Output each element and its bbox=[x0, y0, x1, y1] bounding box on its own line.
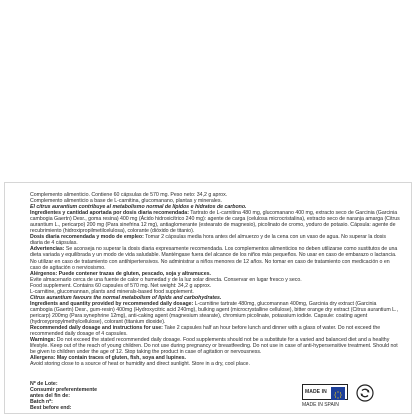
label-line bbox=[30, 325, 400, 337]
label-line: Evite almacenarlo cerca de una fuente de calor o humedad y de la luz solar directa. Conservar en lugar fresco y seco. bbox=[30, 276, 302, 283]
best-before-es-line2: antes del fin de: bbox=[30, 393, 70, 400]
label-line-body: Tomar 2 cápsulas media hora antes del almuerzo y de la cena con un vaso de agua. No superar la dosis diaria de 4 cápsulas. bbox=[30, 234, 386, 247]
label-line-heading: Warnings: bbox=[30, 337, 56, 344]
label-line: Complemento alimenticio a base de L-carnitina, glucomanano, plantas y minerales. bbox=[30, 198, 222, 205]
label-line: El citrus aurantium contribuye al metabolismo normal de lípidos e hidratos de carbono. bbox=[30, 204, 247, 211]
label-line-body: Do not exceed the stated recommended daily dosage. Food supplements should not be a substitute for a varied and balanced diet and a healthy lifestyle. Keep out of the reach of young children. Do not use during pregnancy or breastfeeding. Do not use in case of anti-hypersensitive treatment. Should not be given to children under the age of 12. Stop taking the product in case of agitation or nervousness. bbox=[30, 337, 398, 356]
best-before-en-field: Best before end: bbox=[30, 405, 72, 412]
label-line: Allergens: May contain traces of gluten, fish, soya and lupines. bbox=[30, 355, 186, 362]
label-line-heading: Dosis diaria recomendada y modo de empleo: bbox=[30, 234, 144, 241]
label-line-body: L-carnitine tartrate 480mg, glucomannan 400mg, Garcinia dry extract (Garcinia cambogia (Gaertn) Desr., gum-resin) 400mg (Hydroxycitric acid 240mg), bulking agent (microcrystalline cellulose), bitter orange dry extract (Citrus aurantium L., pericarp) 200mg (Para synephrine 12mg), anti-caking agent (magnesium stearate), chromium picolinate, potassium iodide. Capsule: coating agent (hydroxypropylmethylcellulose), colorant (titanium dioxide). bbox=[30, 300, 398, 325]
label-line: Citrus aurantium favours the normal metabolism of lipids and carbohydrates. bbox=[30, 294, 222, 301]
batch-number-field: Batch nº: bbox=[30, 399, 53, 406]
label-line-body: Se aconseja no superar la dosis diaria expresamente recomendada. Los complementos alimenticios no deben utilizarse como sustitutos de una dieta variada y equilibrada y un modo de vida saludable. Manténgase fuera del alcance de los niños más pequeños. No usar en caso de embarazo o lactancia. No utilizar en caso de tratamiento con antihipertensivos. No administrar a niños menores de 12 años. No tomar en caso de tratamiento con medicación o en caso de agitación o nerviosismo. bbox=[30, 246, 398, 271]
recycle-icon bbox=[356, 384, 374, 402]
made-in-badge bbox=[302, 384, 348, 400]
label-line: L-carnitine, glucomannan, plants and minerals-based food supplement. bbox=[30, 288, 194, 295]
label-line bbox=[30, 301, 400, 325]
label-line: Food supplement. Contains 60 capsules of 570 mg. Net weight: 34,2 g approx. bbox=[30, 282, 212, 289]
label-line-heading: Ingredientes y cantidad aportada por dosis diaria recomendada: bbox=[30, 210, 189, 217]
label-line-body: Tartrato de L-carnitina 480 mg, glucomanano 400 mg, extracto seco de Garcinia (Garcinia cambogia Gaertn) Desr., goma resina) 400 mg (Ácido hidroxicítrico 240 mg): agente de carga (celulosa microcristalina), extracto seco de naranja amarga (Citrus aurantium L., pericarpo) 200 mg (Para sinefrina 12 mg), antiaglomerante (estearato de magnesio), picolinato de cromo, yoduro de potasio. Cápsula: agente de recubrimiento (hidroxipropilmetilcelulosa), colorante (dióxido de titanio). bbox=[30, 210, 400, 235]
label-line: Alérgenos: Puede contener trazas de gluten, pescado, soja y altramuces. bbox=[30, 270, 211, 277]
best-before-es-line1: Consumir preferentemente bbox=[30, 387, 98, 394]
footer-fields bbox=[30, 381, 97, 411]
label-line bbox=[30, 246, 400, 270]
label-line: Avoid storing close to a source of heat or humidity and direct sunlight. Store in a dry, cool place. bbox=[30, 361, 250, 368]
label-line-heading: Ingredients and quantity provided by recommended daily dosage: bbox=[30, 300, 194, 307]
made-in-logo bbox=[302, 384, 348, 410]
label-line bbox=[30, 337, 400, 355]
label-line-body: Take 2 capsules half an hour before lunch and dinner with a glass of water. Do not exceed the recommended daily dosage of 4 capsules. bbox=[30, 325, 381, 338]
label-line-heading: Advertencias: bbox=[30, 246, 65, 253]
eu-flag-icon bbox=[331, 387, 345, 397]
label-line bbox=[30, 234, 400, 246]
made-in-badge-text: MADE IN bbox=[305, 389, 327, 395]
label-line bbox=[30, 210, 400, 234]
label-line: Complemento alimenticio. Contiene 60 cápsulas de 570 mg. Peso neto: 34,2 g aprox. bbox=[30, 192, 228, 198]
made-in-spain-text: MADE IN SPAIN bbox=[302, 402, 339, 408]
lot-number-field: Nº de Lote: bbox=[30, 381, 58, 387]
label-text-block bbox=[30, 192, 400, 367]
label-line-heading: Recommended daily dosage and instructions for use: bbox=[30, 325, 163, 332]
